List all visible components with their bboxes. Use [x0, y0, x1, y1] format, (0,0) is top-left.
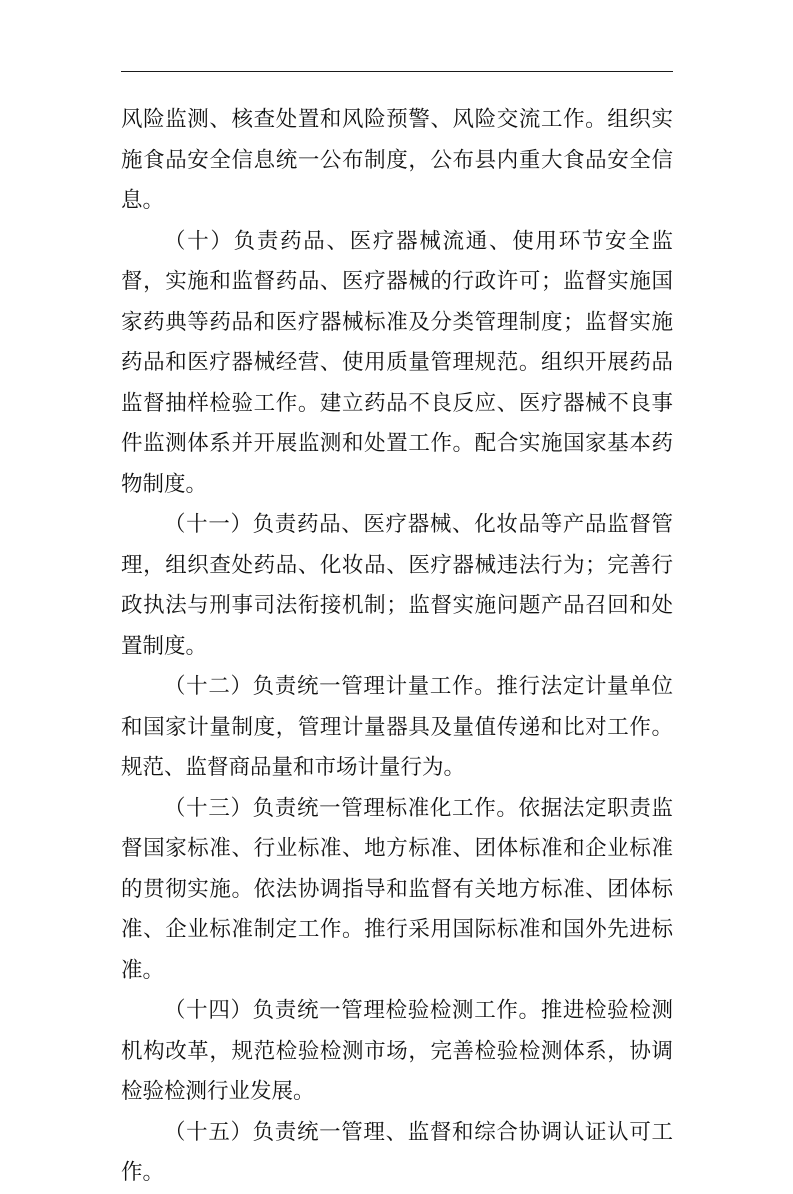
header-rule — [121, 71, 673, 72]
paragraph-item-14: （十四）负责统一管理检验检测工作。推进检验检测机构改革，规范检验检测市场，完善检验检测体系，协调检验检测行业发展。 — [121, 998, 673, 1104]
paragraph-item-13: （十三）负责统一管理标准化工作。依据法定职责监督国家标准、行业标准、地方标准、团体标准和企业标准的贯彻实施。依法协调指导和监督有关地方标准、团体标准、企业标准制定工作。推行采用国际标准和国外先进标准。 — [121, 795, 673, 983]
paragraph-item-10: （十）负责药品、医疗器械流通、使用环节安全监督，实施和监督药品、医疗器械的行政许可；监督实施国家药典等药品和医疗器械标准及分类管理制度；监督实施药品和医疗器械经营、使用质量管理规范。组织开展药品监督抽样检验工作。建立药品不良反应、医疗器械不良事件监测体系并开展监测和处置工作。配合实施国家基本药物制度。 — [121, 228, 673, 497]
paragraph-item-15: （十五）负责统一管理、监督和综合协调认证认可工作。 — [121, 1119, 673, 1185]
paragraph-item-11: （十一）负责药品、医疗器械、化妆品等产品监督管理，组织查处药品、化妆品、医疗器械违法行为；完善行政执法与刑事司法衔接机制；监督实施问题产品召回和处置制度。 — [121, 512, 673, 659]
document-body — [121, 100, 673, 1194]
paragraph-item-12: （十二）负责统一管理计量工作。推行法定计量单位和国家计量制度，管理计量器具及量值传递和比对工作。规范、监督商品量和市场计量行为。 — [121, 674, 673, 780]
paragraph-continuation: 风险监测、核查处置和风险预警、风险交流工作。组织实施食品安全信息统一公布制度，公布县内重大食品安全信息。 — [121, 107, 673, 213]
